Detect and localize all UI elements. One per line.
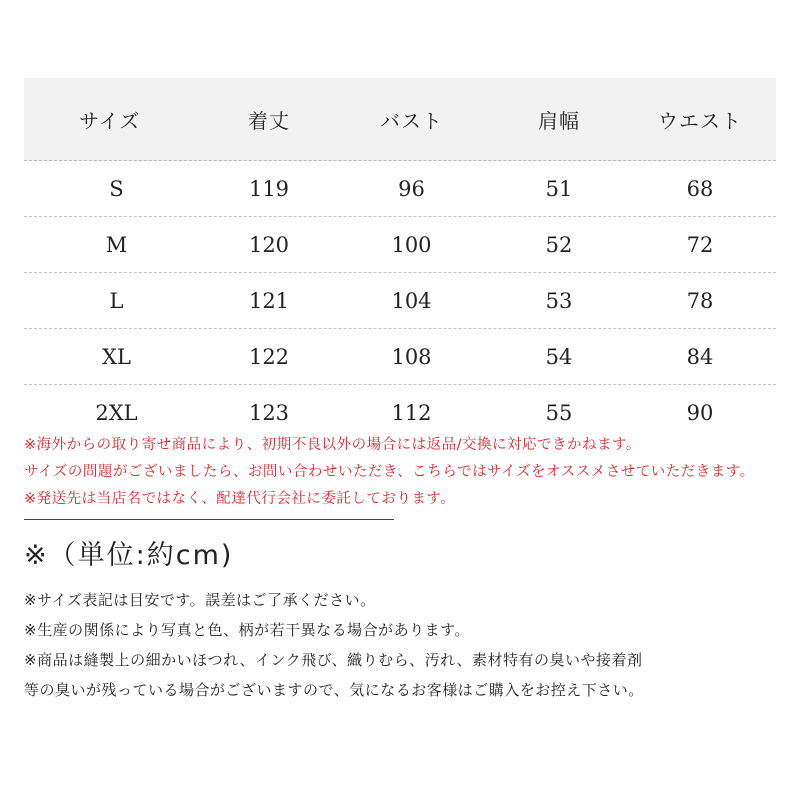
cell-bust: 100 — [391, 232, 432, 257]
cell-length: 122 — [248, 344, 290, 369]
cell-shoulder: 51 — [545, 176, 573, 201]
note-line: ※海外からの取り寄せ商品により、初期不良以外の場合には返品/交換に対応できかねます。 — [24, 437, 641, 453]
table-row — [24, 161, 776, 217]
cell-waist: 78 — [686, 288, 714, 313]
note-line: ※商品は縫製上の細かいほつれ、インク飛び、織りむら、汚れ、素材特有の臭いや接着剤 — [24, 651, 643, 669]
cell-bust: 108 — [391, 344, 432, 369]
header-waist: ウエスト — [658, 108, 742, 133]
return-policy-notes — [24, 432, 784, 513]
cell-bust: 104 — [391, 288, 432, 313]
note-line: サイズの問題がございましたら、お問い合わせいただき、こちらではサイズをオススメさせていただきます。 — [24, 464, 755, 480]
cell-length: 120 — [248, 232, 290, 257]
unit-heading: ※（単位:約cm) — [24, 540, 234, 571]
table-body — [24, 161, 776, 440]
cell-shoulder: 52 — [545, 232, 573, 257]
cell-shoulder: 54 — [545, 344, 573, 369]
cell-length: 123 — [248, 400, 290, 425]
table-row — [24, 329, 776, 385]
note-line: ※生産の関係により写真と色、柄が若干異なる場合があります。 — [24, 621, 470, 639]
cell-size: 2XL — [95, 400, 138, 425]
cell-size: S — [109, 176, 124, 201]
cell-size: L — [109, 288, 124, 313]
note-line: ※発送先は当店名ではなく、配達代行会社に委託しております。 — [24, 491, 456, 507]
cell-bust: 112 — [391, 400, 432, 425]
header-length: 着丈 — [248, 108, 290, 133]
cell-waist: 84 — [686, 344, 714, 369]
divider — [24, 519, 394, 520]
cell-bust: 96 — [398, 176, 425, 201]
size-table — [24, 78, 776, 440]
cell-waist: 72 — [686, 232, 714, 257]
size-disclaimer-notes — [24, 585, 784, 705]
cell-waist: 68 — [686, 176, 714, 201]
cell-shoulder: 53 — [545, 288, 573, 313]
header-bust: バスト — [380, 108, 443, 133]
note-line: ※サイズ表記は目安です。誤差はご了承ください。 — [24, 591, 376, 609]
cell-size: XL — [102, 344, 131, 369]
cell-length: 119 — [248, 176, 290, 201]
cell-length: 121 — [248, 288, 290, 313]
table-row — [24, 217, 776, 273]
header-size: サイズ — [79, 108, 141, 133]
table-header — [24, 78, 776, 161]
header-shoulder: 肩幅 — [538, 108, 580, 133]
cell-waist: 90 — [686, 400, 714, 425]
note-line: 等の臭いが残っている場合がございますので、気になるお客様はご購入をお控え下さい。 — [24, 681, 644, 699]
cell-size: M — [105, 232, 128, 257]
table-row — [24, 273, 776, 329]
cell-shoulder: 55 — [545, 400, 573, 425]
